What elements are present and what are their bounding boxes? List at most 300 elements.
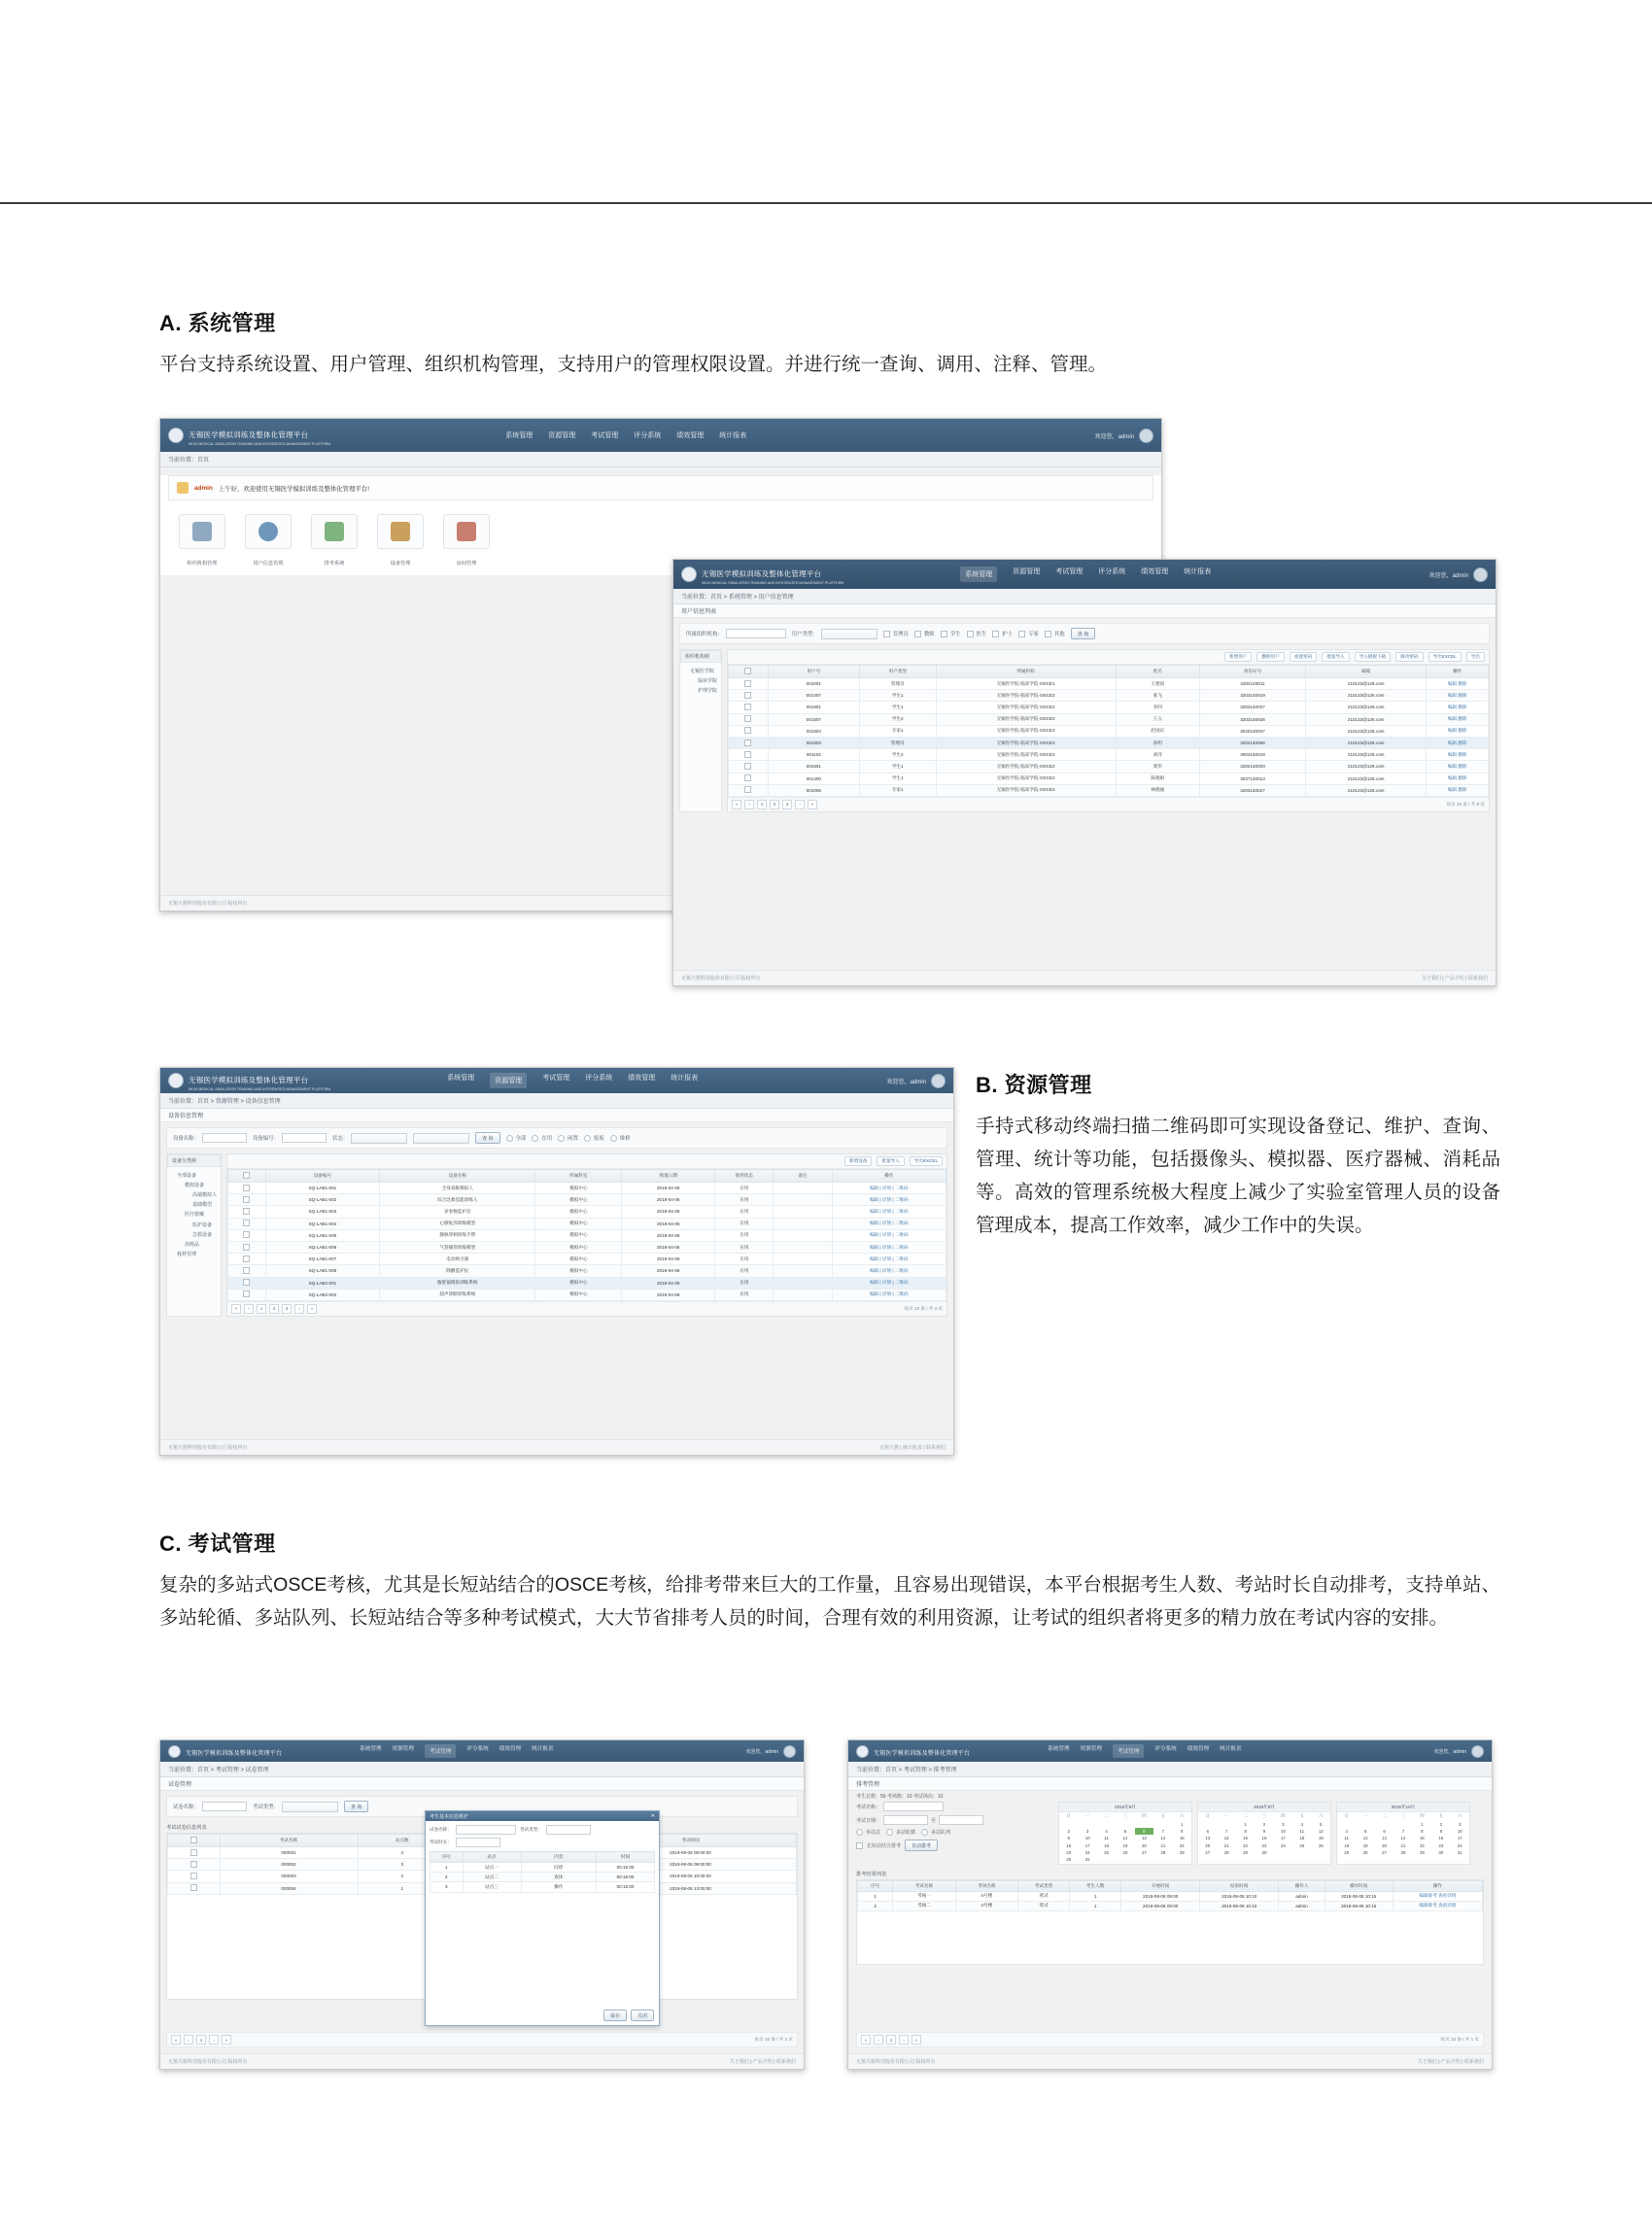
day-cell[interactable] [1116, 1856, 1134, 1863]
day-cell[interactable] [1198, 1820, 1217, 1827]
day-cell[interactable]: 15 [1419, 1836, 1425, 1841]
avatar[interactable] [783, 1745, 796, 1758]
day-cell[interactable]: 28 [1223, 1850, 1229, 1856]
checkbox-icon[interactable] [967, 631, 974, 637]
nav-item-4[interactable]: 绩效管理 [1141, 568, 1169, 575]
tree-node[interactable]: 医疗器械 [185, 1212, 205, 1219]
day-cell[interactable]: 7 [1224, 1828, 1228, 1834]
day-cell[interactable]: 29 [1243, 1850, 1248, 1856]
table-row[interactable] [430, 1863, 655, 1873]
page-last[interactable]: » [808, 800, 817, 809]
day-cell[interactable]: 10 [1457, 1828, 1463, 1834]
nav-item-0[interactable]: 系统管理 [447, 1075, 475, 1082]
day-cell[interactable]: 22 [1179, 1842, 1185, 1848]
tree-node[interactable]: 急救设备 [192, 1231, 213, 1238]
day-cell[interactable] [1097, 1820, 1116, 1827]
footer-right[interactable]: 关于我们 | 产品介绍 | 联系我们 [1417, 2059, 1484, 2065]
table-row[interactable] [228, 1277, 946, 1289]
toolbar-template-download[interactable]: 导入模板下载 [1355, 652, 1392, 662]
table-row[interactable] [729, 784, 1489, 796]
row-check[interactable] [729, 690, 769, 702]
day-cell[interactable]: 30 [1066, 1857, 1072, 1863]
row-check[interactable] [228, 1183, 266, 1194]
table-row[interactable] [858, 1891, 1483, 1901]
page-1[interactable]: 1 [757, 800, 767, 809]
schedule-form[interactable] [856, 1802, 1050, 1865]
page-3[interactable]: 3 [782, 800, 792, 809]
checkbox-icon[interactable] [992, 631, 999, 637]
day-cell[interactable]: 3 [1282, 1821, 1285, 1827]
checkbox-icon[interactable] [744, 668, 751, 674]
day-cell[interactable] [1135, 1820, 1153, 1827]
nav-item-5[interactable]: 统计报表 [532, 1746, 554, 1752]
day-cell[interactable]: 1 [1421, 1821, 1424, 1827]
day-cell[interactable] [1078, 1820, 1096, 1827]
tree-node[interactable]: 护理学院 [698, 687, 718, 694]
nav-item-2[interactable]: 考试管理 [425, 1744, 456, 1758]
day-cell[interactable] [1153, 1856, 1172, 1863]
row-actions[interactable]: 编辑 | 详情 | 二维码 [832, 1265, 946, 1277]
calendar-august[interactable] [1058, 1802, 1192, 1865]
day-cell[interactable] [1312, 1849, 1330, 1856]
checkbox-icon[interactable] [744, 704, 751, 710]
search-button[interactable]: 查 询 [344, 1801, 368, 1812]
checkbox-icon[interactable] [190, 1849, 197, 1856]
row-check[interactable] [729, 784, 769, 796]
page-next[interactable]: › [899, 2035, 909, 2045]
radio-icon[interactable] [610, 1135, 617, 1142]
nav-item-5[interactable]: 统计报表 [1184, 568, 1212, 575]
day-cell[interactable]: 19 [1362, 1842, 1368, 1848]
page-prev[interactable]: ‹ [244, 1304, 254, 1314]
nav-item-4[interactable]: 绩效管理 [676, 432, 705, 439]
form-row-modes[interactable] [856, 1829, 1050, 1836]
checkbox-icon[interactable] [883, 631, 890, 637]
day-cell[interactable]: 3 [1459, 1821, 1462, 1827]
device-category-tree[interactable] [166, 1153, 222, 1317]
checkbox-icon[interactable] [190, 1837, 197, 1843]
nav-item-0[interactable]: 系统管理 [360, 1746, 382, 1752]
page-3[interactable]: 3 [282, 1304, 292, 1314]
day-cell[interactable]: 16 [1438, 1836, 1444, 1841]
page-1[interactable]: 1 [196, 2035, 206, 2045]
day-cell[interactable]: 19 [1318, 1836, 1324, 1841]
checkbox-icon[interactable] [744, 692, 751, 699]
user-menu[interactable] [1095, 429, 1153, 443]
row-actions[interactable]: 编辑 | 详情 | 二维码 [832, 1289, 946, 1300]
calendar-week[interactable] [1059, 1835, 1191, 1841]
checkbox-icon[interactable] [1045, 631, 1051, 637]
checkbox-icon[interactable] [243, 1290, 250, 1297]
col-check[interactable] [228, 1170, 266, 1183]
checkbox-icon[interactable] [941, 631, 947, 637]
row-check[interactable] [729, 749, 769, 761]
checkbox-4[interactable] [992, 630, 1013, 637]
calendar-grid[interactable] [1337, 1812, 1469, 1856]
row-actions[interactable]: 编辑 删除 [1427, 690, 1489, 702]
checkbox-icon[interactable] [243, 1196, 250, 1203]
nav-item-2[interactable]: 考试管理 [542, 1075, 570, 1082]
modal-close-button[interactable]: 关闭 [631, 2010, 654, 2021]
pagination[interactable] [166, 2032, 798, 2047]
day-cell[interactable]: 26 [1318, 1842, 1324, 1848]
filter-status[interactable] [332, 1133, 407, 1144]
row-actions[interactable]: 编辑 删除 [1427, 678, 1489, 690]
calendar-week[interactable] [1059, 1820, 1191, 1827]
radio-icon[interactable] [584, 1135, 591, 1142]
row-check[interactable] [729, 761, 769, 773]
day-cell[interactable]: 25 [1299, 1842, 1305, 1848]
checkbox-icon[interactable] [243, 1172, 250, 1179]
checkbox-icon[interactable] [744, 739, 751, 746]
col-check[interactable] [729, 666, 769, 678]
calendar-week[interactable] [1337, 1835, 1469, 1841]
day-cell[interactable]: 24 [1280, 1842, 1286, 1848]
checkbox-icon[interactable] [744, 715, 751, 722]
day-cell[interactable]: 20 [1205, 1842, 1211, 1848]
day-cell[interactable]: 13 [1141, 1836, 1147, 1841]
page-next[interactable]: › [795, 800, 805, 809]
calendar-week[interactable] [1059, 1828, 1191, 1835]
search-button[interactable]: 查 询 [1071, 628, 1095, 639]
radio-0[interactable] [506, 1134, 527, 1142]
day-cell[interactable]: 7 [1401, 1828, 1405, 1834]
calendar-week[interactable] [1198, 1835, 1330, 1841]
tree-node[interactable]: 耗材管理 [177, 1252, 197, 1258]
radio-icon[interactable] [921, 1829, 928, 1836]
calendar-week[interactable] [1337, 1820, 1469, 1827]
pagination[interactable] [227, 1301, 946, 1316]
day-cell[interactable] [1394, 1820, 1412, 1827]
table-row[interactable] [729, 725, 1489, 737]
toolbar-add-user[interactable]: 新增用户 [1224, 652, 1252, 662]
row-actions[interactable]: 编辑 | 详情 | 二维码 [832, 1229, 946, 1241]
table-row[interactable] [430, 1873, 655, 1882]
row-check[interactable] [729, 678, 769, 690]
radio-icon[interactable] [506, 1135, 513, 1142]
day-cell[interactable]: 5 [1320, 1821, 1323, 1827]
nav-item-4[interactable]: 绩效管理 [628, 1075, 656, 1082]
day-cell[interactable]: 29 [1179, 1850, 1185, 1856]
row-check[interactable] [228, 1194, 266, 1206]
page-1[interactable]: 1 [257, 1304, 266, 1314]
day-cell[interactable]: 7 [1161, 1828, 1165, 1834]
checkbox-2[interactable] [941, 630, 961, 637]
checkbox-3[interactable] [967, 630, 987, 637]
filter-device-name[interactable] [173, 1133, 247, 1143]
tree-node[interactable]: 消耗品 [185, 1241, 200, 1248]
nav-item-1[interactable]: 资源管理 [490, 1073, 527, 1088]
filter-bar[interactable] [166, 1127, 947, 1149]
nav-item-1[interactable]: 资源管理 [548, 432, 576, 439]
day-cell[interactable]: 24 [1457, 1842, 1463, 1848]
day-cell[interactable] [1135, 1856, 1153, 1863]
checkbox-icon[interactable] [744, 774, 751, 781]
nav-item-2[interactable]: 考试管理 [1113, 1744, 1144, 1758]
table-row[interactable] [228, 1265, 946, 1277]
calendar-week[interactable] [1337, 1842, 1469, 1849]
page-2[interactable]: 2 [770, 800, 779, 809]
day-cell[interactable]: 22 [1419, 1842, 1425, 1848]
day-cell[interactable]: 11 [1104, 1836, 1109, 1841]
checkbox-icon[interactable] [243, 1231, 250, 1238]
day-cell[interactable]: 12 [1122, 1836, 1128, 1841]
toolbar-delete-user[interactable]: 删除用户 [1256, 652, 1284, 662]
checkbox-5[interactable] [1018, 630, 1039, 637]
row-actions[interactable]: 编辑 删除 [1427, 713, 1489, 725]
day-cell[interactable]: 25 [1344, 1850, 1350, 1856]
day-cell[interactable] [1217, 1820, 1235, 1827]
calendar-week[interactable] [1337, 1849, 1469, 1856]
day-cell[interactable]: 6 [1383, 1828, 1386, 1834]
row-actions[interactable]: 编辑 删除 [1427, 725, 1489, 737]
form-row-checkbox[interactable] [856, 1840, 1050, 1851]
day-cell[interactable]: 25 [1104, 1850, 1109, 1856]
filter-exam-type[interactable] [253, 1802, 338, 1812]
calendar-week[interactable] [1337, 1828, 1469, 1835]
calendar-week[interactable] [1198, 1842, 1330, 1849]
search-button[interactable]: 查 询 [475, 1132, 499, 1144]
row-actions[interactable]: 编辑 | 详情 | 二维码 [832, 1183, 946, 1194]
day-cell[interactable]: 24 [1084, 1850, 1090, 1856]
nav-item-2[interactable]: 考试管理 [591, 432, 619, 439]
day-cell[interactable]: 30 [1261, 1850, 1267, 1856]
row-check[interactable] [729, 702, 769, 713]
day-cell[interactable] [1173, 1856, 1191, 1863]
day-cell[interactable]: 17 [1457, 1836, 1463, 1841]
row-check[interactable] [228, 1277, 266, 1289]
day-cell[interactable]: 13 [1382, 1836, 1387, 1841]
exam-name-input[interactable] [883, 1802, 944, 1811]
checkbox-icon[interactable] [190, 1873, 197, 1879]
table-row[interactable] [729, 773, 1489, 784]
row-actions[interactable]: 编辑 | 详情 | 二维码 [832, 1218, 946, 1229]
day-cell[interactable]: 30 [1438, 1850, 1444, 1856]
exam-type-field[interactable] [546, 1825, 591, 1835]
device-name-input[interactable] [202, 1133, 247, 1143]
page-next[interactable]: › [209, 2035, 219, 2045]
user-menu[interactable] [1433, 1745, 1484, 1758]
day-cell[interactable]: 29 [1419, 1850, 1425, 1856]
row-actions[interactable]: 编辑 | 详情 | 二维码 [832, 1206, 946, 1218]
day-cell[interactable]: 2 [1067, 1828, 1070, 1834]
day-cell[interactable] [1116, 1820, 1134, 1827]
day-cell[interactable]: 9 [1439, 1828, 1443, 1834]
row-check[interactable] [228, 1206, 266, 1218]
day-cell[interactable]: 11 [1344, 1836, 1349, 1841]
row-actions[interactable]: 编辑 删除 [1427, 761, 1489, 773]
table-row[interactable] [729, 713, 1489, 725]
day-cell[interactable]: 23 [1438, 1842, 1444, 1848]
checkbox-icon[interactable] [243, 1244, 250, 1251]
tree-node[interactable]: 基础模型 [192, 1202, 213, 1209]
type-select[interactable] [413, 1133, 469, 1144]
main-nav[interactable] [447, 1073, 886, 1088]
day-cell[interactable]: 15 [1243, 1836, 1248, 1841]
table-row[interactable] [228, 1289, 946, 1300]
org-input[interactable] [726, 629, 786, 638]
pagination[interactable] [728, 797, 1489, 811]
table-row[interactable] [729, 737, 1489, 748]
radio-icon[interactable] [532, 1135, 538, 1142]
row-actions[interactable]: 编辑 | 详情 | 二维码 [832, 1277, 946, 1289]
calendar-week[interactable] [1059, 1849, 1191, 1856]
table-row[interactable] [729, 702, 1489, 713]
table-row[interactable] [228, 1206, 946, 1218]
table-row[interactable] [729, 690, 1489, 702]
avatar[interactable] [1473, 567, 1488, 582]
day-cell[interactable]: 8 [1421, 1828, 1424, 1834]
page-first[interactable]: « [171, 2035, 181, 2045]
toolbar-batch-import[interactable]: 批量导入 [877, 1156, 904, 1166]
duration-field[interactable] [456, 1838, 500, 1847]
calendar-october[interactable] [1336, 1802, 1470, 1865]
checkbox-6[interactable] [1045, 630, 1065, 637]
tree-node[interactable]: 无锡医学院 [690, 668, 715, 674]
quick-link-room[interactable] [440, 514, 493, 569]
checkbox-icon[interactable] [243, 1185, 250, 1191]
day-cell[interactable]: 4 [1300, 1821, 1304, 1827]
toolbar-batch-import[interactable]: 批量导入 [1322, 652, 1349, 662]
table-row[interactable] [228, 1194, 946, 1206]
row-actions[interactable]: 编辑 删除 [1427, 784, 1489, 796]
row-actions[interactable]: 编辑 删除 [1427, 702, 1489, 713]
day-cell[interactable] [1153, 1820, 1172, 1827]
nav-item-1[interactable]: 资源管理 [392, 1746, 414, 1752]
toolbar-export-excel[interactable]: 导出EXCEL [1428, 652, 1462, 662]
day-cell[interactable]: 27 [1205, 1850, 1211, 1856]
row-check[interactable] [729, 725, 769, 737]
row-check[interactable] [228, 1265, 266, 1277]
main-nav[interactable] [1048, 1744, 1433, 1758]
pagination[interactable] [856, 2032, 1484, 2047]
calendar-week[interactable] [1198, 1820, 1330, 1827]
user-menu[interactable] [1429, 567, 1488, 582]
day-cell[interactable]: 2 [1439, 1821, 1443, 1827]
checkbox-icon[interactable] [856, 1842, 863, 1849]
table-row[interactable] [228, 1183, 946, 1194]
row-check[interactable] [228, 1254, 266, 1265]
student-info-modal[interactable] [425, 1810, 660, 2026]
checkbox-icon[interactable] [243, 1267, 250, 1274]
day-cell[interactable]: 21 [1160, 1842, 1166, 1848]
row-check[interactable] [168, 1847, 221, 1859]
day-cell[interactable]: 16 [1261, 1836, 1267, 1841]
day-cell[interactable]: 16 [1066, 1842, 1072, 1848]
table-row[interactable] [729, 749, 1489, 761]
filter-paper-name[interactable] [173, 1802, 247, 1811]
date-to-input[interactable] [939, 1815, 983, 1825]
footer-right[interactable]: 关于我们 | 产品介绍 | 联系我们 [729, 2059, 796, 2065]
day-cell[interactable]: 20 [1141, 1842, 1147, 1848]
tree-node[interactable]: 高端模拟人 [192, 1191, 218, 1198]
checkbox-icon[interactable] [190, 1884, 197, 1891]
tree-node[interactable]: 模拟设备 [185, 1182, 205, 1188]
avatar[interactable] [1139, 429, 1153, 443]
row-check[interactable] [729, 737, 769, 748]
page-prev[interactable]: ‹ [184, 2035, 193, 2045]
page-first[interactable]: « [861, 2035, 871, 2045]
toolbar-change-password[interactable]: 修改密码 [1395, 652, 1423, 662]
day-cell[interactable]: 14 [1223, 1836, 1229, 1841]
nav-item-3[interactable]: 评分系统 [466, 1746, 489, 1752]
row-check[interactable] [228, 1218, 266, 1229]
page-prev[interactable]: ‹ [874, 2035, 883, 2045]
tree-node[interactable]: 全部设备 [177, 1172, 197, 1179]
day-cell-selected[interactable]: 6 [1135, 1828, 1153, 1835]
day-cell[interactable]: 9 [1067, 1836, 1070, 1841]
status-select[interactable] [351, 1133, 407, 1144]
table-row[interactable] [228, 1229, 946, 1241]
checkbox-1[interactable] [914, 630, 935, 637]
day-cell[interactable]: 11 [1299, 1828, 1305, 1834]
checkbox-icon[interactable] [744, 751, 751, 758]
checkbox-icon[interactable] [744, 763, 751, 770]
calendar-week[interactable] [1059, 1842, 1191, 1849]
avatar[interactable] [931, 1074, 946, 1088]
day-cell[interactable]: 5 [1363, 1828, 1367, 1834]
toolbar-add-device[interactable]: 新增设备 [844, 1156, 872, 1166]
row-check[interactable] [168, 1871, 221, 1882]
day-cell[interactable]: 3 [1085, 1828, 1089, 1834]
day-cell[interactable] [1274, 1849, 1292, 1856]
day-cell[interactable]: 2 [1262, 1821, 1266, 1827]
calendar-grid[interactable] [1059, 1812, 1191, 1864]
main-nav[interactable] [505, 430, 1094, 440]
quick-link-device[interactable] [374, 514, 427, 569]
avatar[interactable] [1471, 1745, 1484, 1758]
day-cell[interactable]: 31 [1457, 1850, 1463, 1856]
footer-right[interactable]: 无锡天骏 | 统计报表 | 联系我们 [878, 1445, 946, 1451]
mode-2[interactable] [921, 1829, 950, 1836]
row-check[interactable] [228, 1241, 266, 1253]
row-check[interactable] [729, 773, 769, 784]
table-row[interactable] [228, 1254, 946, 1265]
nav-item-0[interactable]: 系统管理 [960, 567, 997, 582]
day-cell[interactable]: 10 [1084, 1836, 1090, 1841]
day-cell[interactable]: 19 [1122, 1842, 1128, 1848]
exam-type-select[interactable] [282, 1802, 338, 1812]
grid-toolbar[interactable] [728, 650, 1489, 665]
day-cell[interactable]: 18 [1299, 1836, 1305, 1841]
row-actions[interactable]: 编辑 | 详情 | 二维码 [832, 1241, 946, 1253]
day-cell[interactable]: 26 [1122, 1850, 1128, 1856]
org-tree[interactable] [679, 649, 722, 812]
day-cell[interactable]: 31 [1084, 1857, 1090, 1863]
day-cell[interactable]: 27 [1141, 1850, 1147, 1856]
footer-right[interactable]: 关于我们 | 产品介绍 | 联系我们 [1421, 976, 1488, 981]
nav-item-4[interactable]: 绩效管理 [499, 1746, 522, 1752]
toolbar-reset-password[interactable]: 重置密码 [1290, 652, 1317, 662]
table-row[interactable] [858, 1901, 1483, 1910]
day-cell[interactable] [1356, 1820, 1374, 1827]
day-cell[interactable] [1375, 1820, 1394, 1827]
quick-link-org[interactable] [176, 514, 228, 569]
day-cell[interactable]: 23 [1261, 1842, 1267, 1848]
row-actions[interactable]: 编辑排考 查看详情 [1393, 1901, 1482, 1910]
table-row[interactable] [729, 761, 1489, 773]
close-icon[interactable]: ✕ [650, 1813, 655, 1819]
usertype-select[interactable] [821, 629, 878, 639]
calendar-grid[interactable] [1198, 1812, 1330, 1856]
day-cell[interactable]: 4 [1105, 1828, 1108, 1834]
day-cell[interactable]: 8 [1181, 1828, 1184, 1834]
row-check[interactable] [228, 1229, 266, 1241]
row-check[interactable] [228, 1289, 266, 1300]
page-last[interactable]: » [307, 1304, 317, 1314]
row-check[interactable] [168, 1859, 221, 1871]
mode-1[interactable] [886, 1829, 915, 1836]
